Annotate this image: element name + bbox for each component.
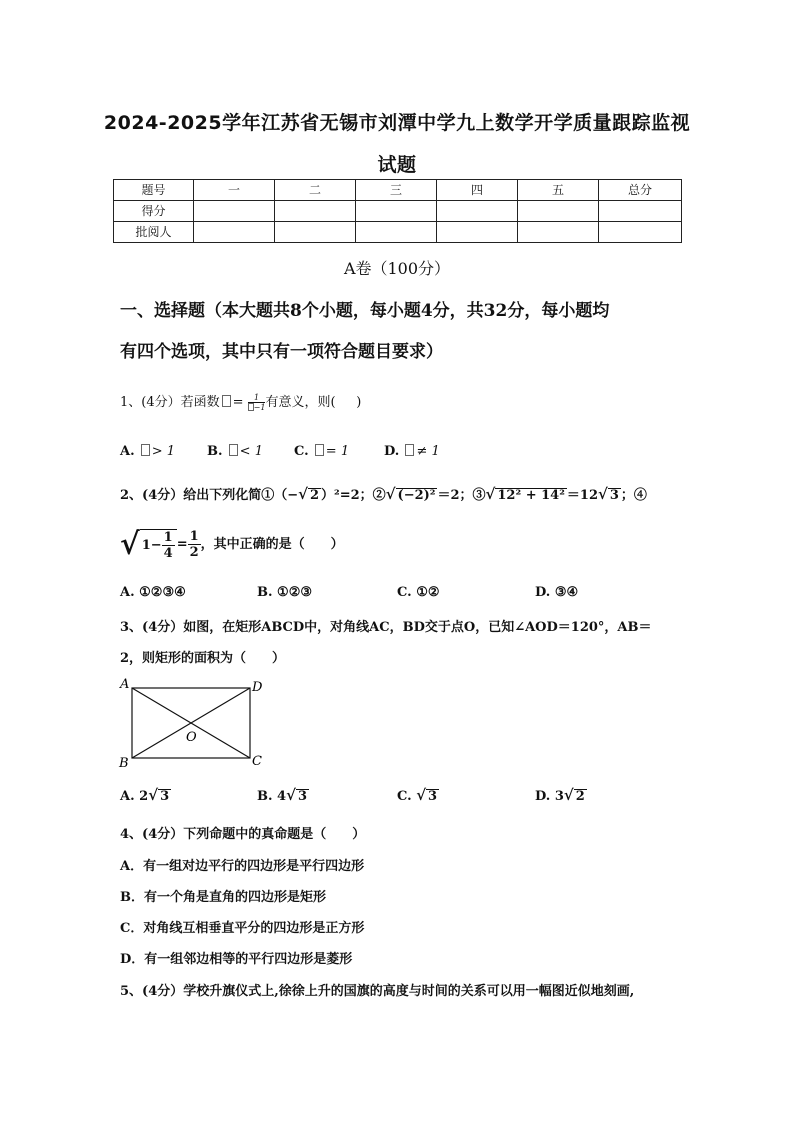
q2-line2-eq: = bbox=[176, 537, 188, 552]
question-2-line2 bbox=[120, 527, 344, 562]
frac-num: 1 bbox=[189, 529, 199, 544]
q2-radicand-4: 3 bbox=[609, 488, 619, 503]
option-label: A. bbox=[120, 585, 135, 600]
q2-option-d[interactable] bbox=[535, 585, 578, 600]
q2-radicand-1: 2 bbox=[310, 488, 320, 503]
frac-den: 2 bbox=[189, 545, 199, 560]
sqrt-sign: √ bbox=[416, 786, 427, 804]
placeholder-symbol bbox=[229, 444, 238, 456]
option-op: = bbox=[325, 444, 341, 459]
q1-prefix: 1、(4分）若函数 bbox=[120, 395, 220, 410]
q1-frac-num: 1 bbox=[248, 393, 266, 403]
score-table bbox=[113, 179, 682, 243]
score-cell bbox=[194, 222, 275, 243]
q4-option-c[interactable]: C．对角线互相垂直平分的四边形是正方形 bbox=[120, 921, 365, 936]
score-cell bbox=[599, 222, 682, 243]
option-value: 1 bbox=[340, 444, 350, 459]
q1-option-d[interactable] bbox=[384, 444, 440, 459]
score-cell bbox=[518, 201, 599, 222]
option-label: C. bbox=[397, 789, 412, 804]
q2-part3-end: ；④ bbox=[620, 488, 647, 503]
option-label: D. bbox=[384, 444, 400, 459]
sqrt-sign: √ bbox=[286, 786, 296, 804]
q2-frac-2 bbox=[188, 529, 201, 560]
frac-num: 1 bbox=[163, 529, 173, 545]
placeholder-symbol bbox=[315, 444, 324, 456]
row-label: 得分 bbox=[114, 201, 194, 222]
score-table-row bbox=[114, 201, 682, 222]
q1-eq: = bbox=[232, 395, 244, 410]
section-heading-line2: 有四个选项，其中只有一项符合题目要求） bbox=[120, 342, 443, 362]
score-cell bbox=[356, 201, 437, 222]
option-op: < bbox=[239, 444, 255, 459]
sqrt-sign: √ bbox=[148, 786, 159, 804]
question-1-stem bbox=[120, 391, 361, 412]
option-coef: 4 bbox=[277, 789, 287, 804]
q2-prefix: 2、(4分）给出下列化简①（− bbox=[120, 488, 299, 503]
sqrt-sign: √ bbox=[485, 485, 496, 503]
option-value: 1 bbox=[166, 444, 176, 459]
q4-option-a[interactable]: A．有一组对边平行的四边形是平行四边形 bbox=[120, 859, 365, 874]
score-table-row bbox=[114, 222, 682, 243]
placeholder-symbol bbox=[141, 444, 150, 456]
score-cell bbox=[437, 201, 518, 222]
q2-part2-end: ＝2；③ bbox=[437, 488, 486, 503]
q2-line2-suffix: ，其中正确的是（ ） bbox=[200, 537, 344, 552]
section-heading: 一、选择题（本大题共8个小题，每小题4分，共32分，每小题均 bbox=[120, 301, 610, 321]
q2-option-c[interactable] bbox=[397, 585, 440, 600]
q1-option-c[interactable] bbox=[294, 444, 349, 459]
option-radicand: 3 bbox=[160, 789, 170, 804]
option-label: D. bbox=[535, 585, 551, 600]
q3-option-a[interactable] bbox=[120, 786, 171, 804]
q2-part3-mid: ＝12 bbox=[566, 488, 598, 503]
volume-label: A卷（100分） bbox=[343, 259, 451, 278]
q2-part1-end: ）²=2；② bbox=[321, 488, 386, 503]
score-cell bbox=[518, 222, 599, 243]
q2-radicand-5 bbox=[140, 529, 177, 561]
option-coef: 2 bbox=[139, 789, 149, 804]
q1-option-b[interactable] bbox=[207, 444, 263, 459]
score-cell bbox=[275, 201, 356, 222]
sqrt-sign: √ bbox=[298, 485, 308, 503]
placeholder-symbol bbox=[222, 395, 231, 407]
score-table-header-row bbox=[114, 180, 682, 201]
q3-option-b[interactable] bbox=[257, 786, 309, 804]
option-radicand: 2 bbox=[575, 789, 585, 804]
q3-option-d[interactable] bbox=[535, 786, 587, 804]
label-o: O bbox=[186, 730, 197, 745]
header-cell: 五 bbox=[518, 180, 599, 201]
option-label: B. bbox=[257, 585, 273, 600]
question-3-stem: 3、(4分）如图，在矩形ABCD中，对角线AC，BD交于点O，已知∠AOD＝120°，AB＝ bbox=[120, 620, 652, 635]
option-label: A. bbox=[120, 789, 135, 804]
option-value: 1 bbox=[431, 444, 440, 459]
q3-option-c[interactable] bbox=[397, 786, 439, 804]
score-cell bbox=[275, 222, 356, 243]
page-title: 2024-2025学年江苏省无锡市刘潭中学九上数学开学质量跟踪监视 bbox=[103, 112, 691, 134]
option-radicand: 3 bbox=[297, 789, 307, 804]
score-cell bbox=[437, 222, 518, 243]
header-cell: 题号 bbox=[114, 180, 194, 201]
label-a: A bbox=[120, 677, 130, 692]
q1-suffix: 有意义，则( bbox=[265, 395, 336, 410]
option-text: ③④ bbox=[554, 585, 579, 600]
q1-paren-close: ) bbox=[356, 395, 362, 410]
header-cell: 总分 bbox=[599, 180, 682, 201]
frac-den: 4 bbox=[163, 545, 173, 561]
option-text: ①② bbox=[416, 585, 440, 600]
rectangle-figure bbox=[114, 676, 274, 772]
q4-option-d[interactable]: D．有一组邻边相等的平行四边形是菱形 bbox=[120, 952, 353, 967]
option-text: ①②③④ bbox=[139, 585, 186, 600]
option-label: B. bbox=[207, 444, 223, 459]
row-label: 批阅人 bbox=[114, 222, 194, 243]
header-cell: 一 bbox=[194, 180, 275, 201]
sqrt-sign: √ bbox=[563, 786, 574, 804]
q2-line2-one: 1− bbox=[141, 537, 162, 553]
option-label: A. bbox=[120, 444, 135, 459]
option-op: ≠ bbox=[416, 444, 432, 459]
page-title-line2: 试题 bbox=[377, 154, 417, 176]
header-cell: 二 bbox=[275, 180, 356, 201]
q2-option-b[interactable] bbox=[257, 585, 312, 600]
option-text: ①②③ bbox=[277, 585, 313, 600]
option-value: 1 bbox=[254, 444, 263, 459]
label-b: B bbox=[119, 756, 129, 771]
q1-frac-den bbox=[248, 403, 266, 412]
q2-frac-1 bbox=[162, 530, 175, 561]
score-cell bbox=[599, 201, 682, 222]
score-cell bbox=[194, 201, 275, 222]
q2-radicand-3: 12² + 14² bbox=[497, 488, 565, 503]
q1-frac-den-text: −1 bbox=[253, 403, 266, 412]
option-label: C. bbox=[397, 585, 412, 600]
option-coef: 3 bbox=[554, 789, 564, 804]
placeholder-symbol bbox=[405, 444, 414, 456]
option-op: > bbox=[151, 444, 167, 459]
option-label: B. bbox=[257, 789, 273, 804]
question-5-stem: 5、(4分）学校升旗仪式上,徐徐上升的国旗的高度与时间的关系可以用一幅图近似地刻画, bbox=[120, 984, 635, 999]
header-cell: 三 bbox=[356, 180, 437, 201]
q2-option-a[interactable] bbox=[120, 585, 186, 600]
option-radicand: 3 bbox=[428, 789, 438, 804]
option-label: C. bbox=[294, 444, 309, 459]
header-cell: 四 bbox=[437, 180, 518, 201]
label-d: D bbox=[252, 680, 263, 695]
q2-radicand-2: (−2)² bbox=[397, 488, 436, 503]
q1-fraction bbox=[248, 393, 266, 412]
option-label: D. bbox=[535, 789, 551, 804]
sqrt-sign: √ bbox=[598, 485, 608, 503]
sqrt-sign: √ bbox=[120, 527, 140, 562]
question-2-stem bbox=[120, 484, 647, 503]
score-cell bbox=[356, 222, 437, 243]
sqrt-sign: √ bbox=[385, 485, 396, 503]
question-3-line2: 2，则矩形的面积为（ ） bbox=[120, 651, 286, 666]
question-4-stem: 4、(4分）下列命题中的真命题是（ ） bbox=[120, 827, 366, 842]
q1-option-a[interactable] bbox=[120, 444, 175, 459]
label-c: C bbox=[252, 754, 262, 769]
q4-option-b[interactable]: B．有一个角是直角的四边形是矩形 bbox=[120, 890, 326, 905]
